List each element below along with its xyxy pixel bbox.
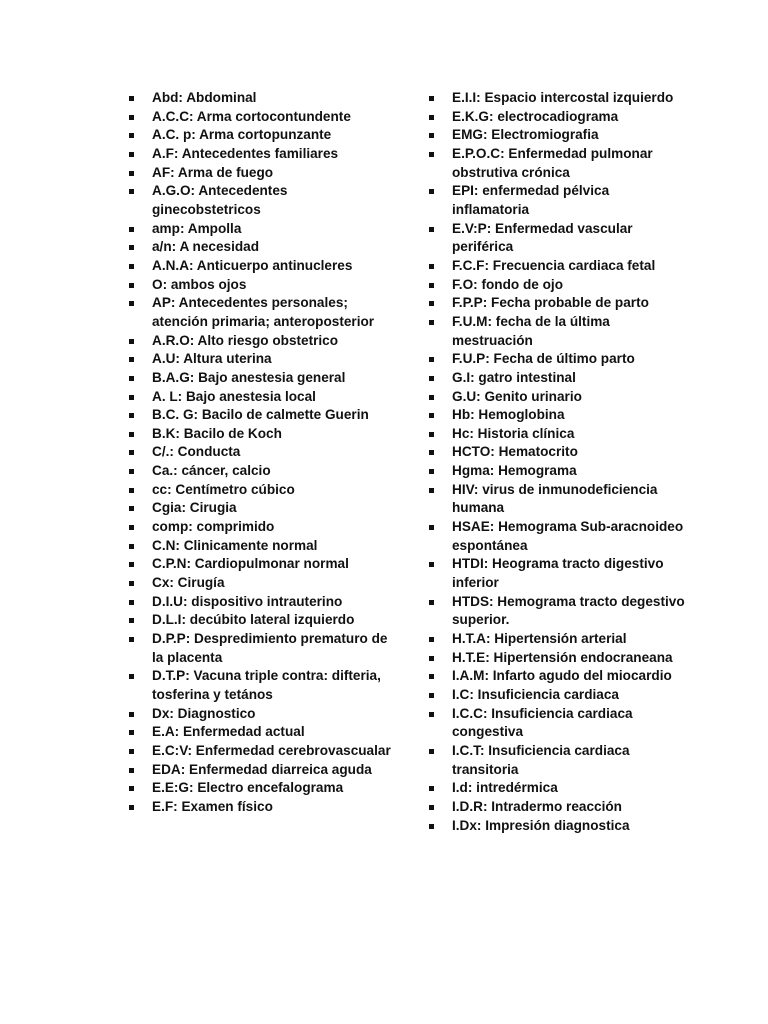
abbreviation-text: amp: Ampolla	[152, 220, 242, 236]
abbreviation-text: B.A.G: Bajo anestesia general	[152, 369, 346, 385]
list-item	[128, 406, 398, 425]
list-item	[128, 89, 398, 108]
square-bullet-icon	[429, 395, 434, 400]
abbreviation-text: EDA: Enfermedad diarreica aguda	[152, 761, 372, 777]
abbreviation-text: AP: Antecedentes personales; atención primaria; anteroposterior	[152, 295, 375, 329]
list-item	[428, 593, 688, 630]
abbreviation-text: I.C: Insuficiencia cardiaca	[452, 687, 619, 702]
list-item	[128, 611, 398, 630]
list-item	[128, 518, 398, 537]
abbreviation-text: HIV: virus de inmunodeficiencia humana	[452, 481, 658, 516]
square-bullet-icon	[429, 488, 434, 493]
list-item	[428, 369, 688, 388]
square-bullet-icon	[129, 712, 134, 717]
square-bullet-icon	[429, 227, 434, 232]
abbreviation-text: G.U: Genito urinario	[452, 388, 582, 404]
list-item	[428, 555, 688, 592]
list-item	[128, 705, 398, 724]
abbreviation-list-right	[428, 89, 688, 835]
list-item	[128, 238, 398, 257]
list-item	[128, 126, 398, 145]
list-item	[428, 313, 688, 350]
list-item	[428, 705, 688, 742]
abbreviation-text: E.P.O.C: Enfermedad pulmonar obstrutiva crónica	[452, 145, 653, 180]
square-bullet-icon	[429, 96, 434, 101]
abbreviation-text: E.A: Enfermedad actual	[152, 724, 305, 740]
list-item	[428, 667, 688, 686]
abbreviation-text: F.O: fondo de ojo	[452, 276, 563, 292]
square-bullet-icon	[429, 115, 434, 120]
list-item	[428, 126, 688, 145]
abbreviation-text: A.N.A: Anticuerpo antinucleres	[152, 257, 353, 273]
abbreviation-text: Hc: Historia clínica	[452, 425, 575, 441]
list-item	[128, 425, 398, 444]
abbreviation-text: Cx: Cirugía	[152, 575, 225, 591]
square-bullet-icon	[129, 768, 134, 773]
square-bullet-icon	[129, 227, 134, 232]
square-bullet-icon	[429, 824, 434, 829]
list-item	[128, 499, 398, 518]
square-bullet-icon	[429, 637, 434, 642]
list-item	[428, 779, 688, 798]
abbreviation-text: A.G.O: Antecedentes ginecobstetricos	[152, 183, 288, 217]
square-bullet-icon	[429, 749, 434, 754]
list-item	[428, 257, 688, 276]
abbreviation-text: D.T.P: Vacuna triple contra: difteria, tosferina y tetános	[152, 668, 381, 702]
list-item	[428, 630, 688, 649]
list-item	[128, 443, 398, 462]
square-bullet-icon	[129, 171, 134, 176]
square-bullet-icon	[129, 96, 134, 101]
square-bullet-icon	[429, 674, 434, 679]
square-bullet-icon	[129, 432, 134, 437]
square-bullet-icon	[129, 749, 134, 754]
abbreviation-text: F.C.F: Frecuencia cardiaca fetal	[452, 257, 656, 273]
abbreviation-text: AF: Arma de fuego	[152, 164, 274, 180]
abbreviation-text: B.K: Bacilo de Koch	[152, 425, 282, 441]
square-bullet-icon	[429, 152, 434, 157]
list-item	[128, 294, 398, 331]
abbreviation-text: E.I.I: Espacio intercostal izquierdo	[452, 90, 674, 105]
abbreviation-list-left	[128, 89, 398, 817]
square-bullet-icon	[129, 618, 134, 623]
square-bullet-icon	[129, 525, 134, 530]
square-bullet-icon	[429, 805, 434, 810]
square-bullet-icon	[129, 488, 134, 493]
abbreviation-text: C.P.N: Cardiopulmonar normal	[152, 556, 349, 572]
abbreviation-text: HCTO: Hematocrito	[452, 444, 578, 460]
square-bullet-icon	[129, 637, 134, 642]
list-item	[428, 388, 688, 407]
abbreviation-text: A. L: Bajo anestesia local	[152, 388, 316, 404]
list-item	[128, 108, 398, 127]
list-item	[128, 182, 398, 219]
square-bullet-icon	[129, 805, 134, 810]
list-item	[128, 537, 398, 556]
abbreviation-text: I.A.M: Infarto agudo del miocardio	[452, 668, 672, 684]
list-item	[128, 257, 398, 276]
square-bullet-icon	[129, 600, 134, 605]
abbreviation-text: A.R.O: Alto riesgo obstetrico	[152, 332, 339, 348]
list-item	[428, 108, 688, 127]
list-item	[428, 145, 688, 182]
square-bullet-icon	[129, 283, 134, 288]
abbreviation-text: HTDS: Hemograma tracto degestivo superior.	[452, 593, 685, 628]
list-item	[128, 462, 398, 481]
square-bullet-icon	[129, 301, 134, 306]
list-item	[428, 518, 688, 555]
square-bullet-icon	[129, 115, 134, 120]
square-bullet-icon	[129, 189, 134, 194]
square-bullet-icon	[129, 562, 134, 567]
abbreviation-text: I.C.C: Insuficiencia cardiaca congestiva	[452, 705, 633, 740]
list-item	[128, 164, 398, 183]
square-bullet-icon	[429, 189, 434, 194]
square-bullet-icon	[129, 264, 134, 269]
square-bullet-icon	[129, 413, 134, 418]
list-item	[128, 369, 398, 388]
list-item	[428, 276, 688, 295]
square-bullet-icon	[129, 395, 134, 400]
square-bullet-icon	[429, 283, 434, 288]
square-bullet-icon	[129, 730, 134, 735]
abbreviation-text: C.N: Clinicamente normal	[152, 537, 318, 553]
abbreviation-text: D.P.P: Despredimiento prematuro de la placenta	[152, 631, 388, 665]
abbreviation-text: I.D.R: Intradermo reacción	[452, 798, 622, 814]
list-item	[428, 443, 688, 462]
square-bullet-icon	[429, 712, 434, 717]
abbreviation-text: Hb: Hemoglobina	[452, 407, 565, 423]
abbreviation-text: D.L.I: decúbito lateral izquierdo	[152, 612, 355, 628]
square-bullet-icon	[129, 152, 134, 157]
square-bullet-icon	[429, 656, 434, 661]
list-item	[428, 425, 688, 444]
abbreviation-text: cc: Centímetro cúbico	[152, 481, 295, 497]
abbreviation-text: A.C. p: Arma cortopunzante	[152, 127, 332, 143]
square-bullet-icon	[429, 600, 434, 605]
list-item	[128, 555, 398, 574]
list-item	[128, 220, 398, 239]
square-bullet-icon	[129, 376, 134, 381]
square-bullet-icon	[129, 245, 134, 250]
square-bullet-icon	[429, 413, 434, 418]
list-item	[128, 332, 398, 351]
square-bullet-icon	[129, 133, 134, 138]
square-bullet-icon	[129, 674, 134, 679]
abbreviation-text: EPI: enfermedad pélvica inflamatoria	[452, 183, 610, 217]
abbreviation-text: E.F: Examen físico	[152, 798, 273, 814]
list-item	[428, 220, 688, 257]
abbreviation-text: Cgia: Cirugia	[152, 500, 237, 516]
list-item	[128, 388, 398, 407]
list-item	[428, 294, 688, 313]
square-bullet-icon	[429, 357, 434, 362]
square-bullet-icon	[429, 432, 434, 437]
square-bullet-icon	[429, 450, 434, 455]
abbreviation-text: F.P.P: Fecha probable de parto	[452, 295, 649, 311]
list-item	[428, 649, 688, 668]
abbreviation-text: B.C. G: Bacilo de calmette Guerin	[152, 407, 369, 423]
square-bullet-icon	[429, 320, 434, 325]
abbreviation-text: I.C.T: Insuficiencia cardiaca transitoria	[452, 742, 630, 777]
list-item	[428, 89, 688, 108]
list-item	[128, 145, 398, 164]
list-item	[128, 798, 398, 817]
abbreviation-text: H.T.A: Hipertensión arterial	[452, 631, 627, 647]
list-item	[428, 817, 688, 836]
abbreviation-text: A.U: Altura uterina	[152, 351, 272, 367]
list-item	[428, 462, 688, 481]
square-bullet-icon	[429, 301, 434, 306]
square-bullet-icon	[129, 581, 134, 586]
abbreviation-text: F.U.P: Fecha de último parto	[452, 351, 635, 367]
abbreviation-text: a/n: A necesidad	[152, 239, 260, 255]
list-item	[428, 742, 688, 779]
square-bullet-icon	[129, 544, 134, 549]
square-bullet-icon	[429, 376, 434, 381]
square-bullet-icon	[429, 264, 434, 269]
square-bullet-icon	[129, 469, 134, 474]
list-item	[128, 350, 398, 369]
abbreviation-text: Dx: Diagnostico	[152, 705, 256, 721]
list-item	[128, 593, 398, 612]
abbreviation-text: comp: comprimido	[152, 519, 275, 535]
list-item	[428, 350, 688, 369]
abbreviation-text: Ca.: cáncer, calcio	[152, 463, 271, 479]
abbreviation-text: G.I: gatro intestinal	[452, 369, 576, 385]
square-bullet-icon	[129, 506, 134, 511]
abbreviation-text: HSAE: Hemograma Sub-aracnoideo espontánea	[452, 519, 684, 553]
square-bullet-icon	[129, 339, 134, 344]
abbreviation-text: C/.: Conducta	[152, 444, 241, 460]
square-bullet-icon	[129, 786, 134, 791]
square-bullet-icon	[429, 693, 434, 698]
abbreviation-text: I.d: intredérmica	[452, 780, 558, 796]
list-item	[128, 276, 398, 295]
abbreviation-text: I.Dx: Impresión diagnostica	[452, 817, 630, 833]
abbreviation-text: O: ambos ojos	[152, 276, 247, 292]
square-bullet-icon	[429, 469, 434, 474]
abbreviation-text: A.C.C: Arma cortocontundente	[152, 108, 351, 124]
abbreviation-text: HTDI: Heograma tracto digestivo inferior	[452, 556, 664, 591]
list-item	[128, 779, 398, 798]
list-item	[128, 574, 398, 593]
list-item	[128, 667, 398, 704]
list-item	[428, 686, 688, 705]
abbreviation-text: E.E:G: Electro encefalograma	[152, 780, 344, 796]
list-item	[128, 630, 398, 667]
list-item	[428, 481, 688, 518]
list-item	[428, 798, 688, 817]
square-bullet-icon	[429, 525, 434, 530]
square-bullet-icon	[129, 450, 134, 455]
list-item	[128, 481, 398, 500]
abbreviation-text: E.K.G: electrocadiograma	[452, 108, 619, 124]
list-item	[428, 406, 688, 425]
abbreviation-text: Abd: Abdominal	[152, 90, 257, 105]
list-item	[128, 761, 398, 780]
abbreviation-text: E.C:V: Enfermedad cerebrovascualar	[152, 742, 391, 758]
square-bullet-icon	[429, 786, 434, 791]
square-bullet-icon	[429, 133, 434, 138]
abbreviation-text: H.T.E: Hipertensión endocraneana	[452, 649, 673, 665]
list-item	[128, 742, 398, 761]
abbreviation-text: A.F: Antecedentes familiares	[152, 145, 339, 161]
list-item	[128, 723, 398, 742]
abbreviation-text: F.U.M: fecha de la última mestruación	[452, 313, 610, 348]
list-item	[428, 182, 688, 219]
square-bullet-icon	[129, 357, 134, 362]
square-bullet-icon	[429, 562, 434, 567]
abbreviation-text: D.I.U: dispositivo intrauterino	[152, 593, 343, 609]
abbreviation-text: EMG: Electromiografia	[452, 127, 599, 143]
abbreviation-text: E.V:P: Enfermedad vascular periférica	[452, 220, 633, 255]
abbreviation-text: Hgma: Hemograma	[452, 463, 577, 479]
